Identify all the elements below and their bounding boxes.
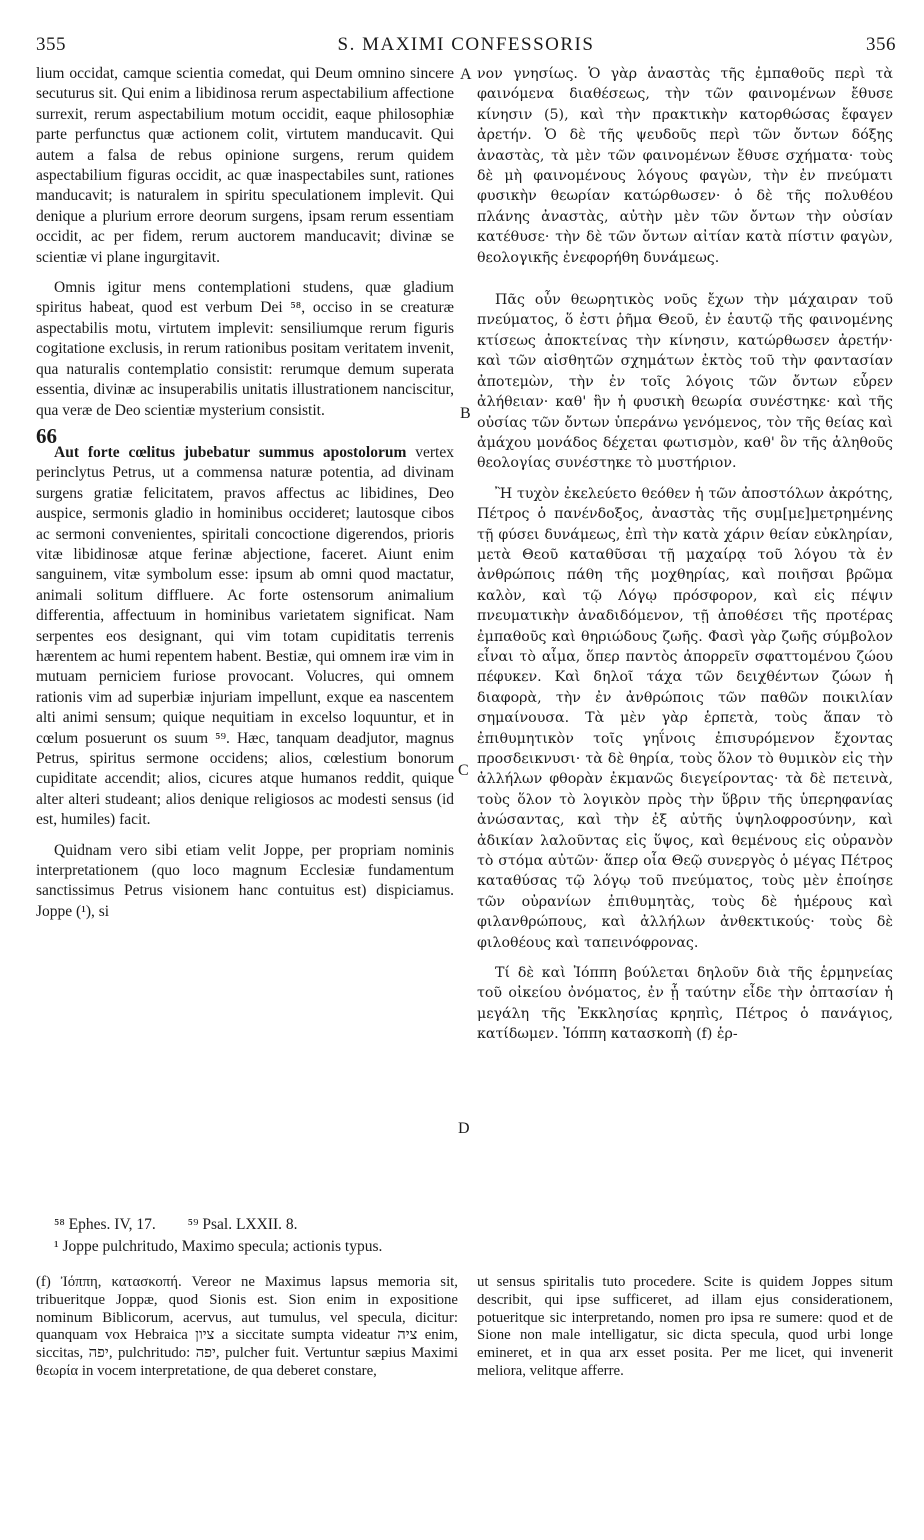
section-marker-d: D xyxy=(458,1120,470,1137)
footnote-58: ⁵⁸ Ephes. IV, 17. xyxy=(54,1216,156,1233)
greek-paragraph-3: Ἢ τυχὸν ἐκελεύετο θεόθεν ἡ τῶν ἀποστόλων ἀκρότης, Πέτρος ὁ πανένδοξος, ἀναστὰς τῆς συμ[με]μετρημένης τῇ φύσει δυνάμεως, ἐπὶ τὴν κατὰ χάριν θείαν εὐκληρίαν, μετὰ Θεοῦ καταθῦσαι τῇ μαχαίρᾳ τοῦ λόγου τὰ ἐν ἀνθρώποις πάθη τῆς μοχθηρίας, καὶ ποιῆσαι βρῶμα καλὸν, καὶ τῷ Λόγῳ πρόσφορον, καὶ εἰς πέψιν πνευματικὴν ἀναδιδόμενον, τῇ ἀποθέσει τῆς προτέρας ἐμπαθοῦς καὶ θηριώδους ζωῆς. Φασὶ γὰρ ζωῆς σύμβολον εἶναι τὸ αἷμα, ὅπερ παντὸς ἀπορρεῖν σφαττομένου ζώου πέφυκεν. Καὶ δηλοῖ τάχα τῶν δειχθέντων ζώων ἡ διαφορὰ, τὴν ἐν ἀνθρώποις τῶν παθῶν ποικιλίαν σημαίνουσα. Τὰ μὲν γὰρ ἑρπετὰ, τοὺς ἅπαν τὸ ἐπιθυμητικὸν τοῖς γηΐνοις ἐπισυρόμενον ἔχοντας προσδεικνυσι· τὰ δὲ θηρία, τοὺς ὅλον τὸ θυμικὸν εἰς τὴν ἀλλήλων φθορὰν ἐκμανῶς διεγείροντας· τὰ δὲ πετεινὰ, τοὺς ὅλον τὸ λογικὸν πρὸς τὴν ὕβριν τῆς ὑπερηφανίας ἀνώσαντας, καὶ τὴν ἐξ αὐτῆς ὑψηλοφροσύνην, καὶ ἀδικίαν λαλοῦντας εἰς ὕψος, καὶ θεμένους εἰς οὐρανὸν τὸ στόμα αὐτῶν· ἅπερ οἷα Θεῷ συνεργὸς ὁ μέγας Πέτρος καταθύσας τῷ λόγῳ τοῦ πνεύματος, τοὺς μὲν ἐποίησε τῶν οὐρανίων ἐπιθυμητὰς, τοὺς δὲ ἡμέρους καὶ φιλανθρώπους, καὶ ἀλλήλων ἀνθεκτικούς· τοὺς δὲ φιλοθέους καὶ ταπεινόφρονας. xyxy=(477,485,893,951)
greek-paragraph-4: Τί δὲ καὶ Ἰόππη βούλεται δηλοῦν διὰ τῆς ἑρμηνείας τοῦ οἰκείου ὀνόματος, ἐν ᾗ ταύτην εἶδε τὴν ὀπτασίαν ἡ μεγάλη τῆς Ἐκκλησίας κρηπὶς, Πέτρος ὁ πανάγιος, κατίδωμεν. Ἰόππη κατασκοπὴ (f) ἑρ- xyxy=(477,965,893,1043)
section-marker-b: B xyxy=(460,405,471,422)
section-marker-c: C xyxy=(458,762,469,779)
latin-paragraph-2: Omnis igitur mens contemplationi studens, quæ gladium spiritus habeat, quod est verbum Dei ⁵⁸, occiso in se creaturæ aspectabilis motu, virtutem implevit: sensiliumque rerum figuris cogitatione exclusis, in rerum rationibus positam veritatem invenit, qua naturalis contemplatio consistit: rerumque demum superata essentia, divinæ ac insuperabilis unitatis illustrationem nanciscitur, qua veræ de Deo scientiæ mysterium consistit. xyxy=(36,279,454,419)
scripture-footnotes xyxy=(54,1216,454,1234)
editor-note-right-text: ut sensus spiritalis tuto procedere. Scite is quidem Joppes situm describit, qui ipse sufficeret, ad illam ejus considerationem, potueritque sic interpretando, nomen pro ipsa re sumere: quod et de Sione non male intelligatur, sic dicta specula, quod urbi longe emineret, et in qua arx esset posita. Per me licet, qui invenerit meliora, velitque afferre. xyxy=(477,1274,893,1379)
margin-column-number: 66 xyxy=(36,424,57,448)
greek-column xyxy=(477,64,893,1055)
running-header xyxy=(36,34,896,60)
running-title: S. MAXIMI CONFESSORIS xyxy=(337,34,595,55)
section-marker-a: A xyxy=(460,66,472,83)
footnote-59: ⁵⁹ Psal. LXXII. 8. xyxy=(187,1216,298,1233)
greek-paragraph-2: Πᾶς οὖν θεωρητικὸς νοῦς ἔχων τὴν μάχαιραν τοῦ πνεύματος, ὅ ἐστι ῥῆμα Θεοῦ, ἐν ἑαυτῷ τῆς φαινομένης κτίσεως ἀποκτείνας τὴν κίνησιν, κατώρθωσεν ἀρετήν· καὶ τῶν αἰσθητῶν σχημάτων ἐκτὸς τοῦ τὴν φαντασίαν ἀποτεμὼν, τὴν ἐν τοῖς λόγοις τῶν ὄντων εὗρεν ἀλήθειαν· καθ' ἣν ἡ φυσικὴ θεωρία συνέστηκε· καὶ τῆς οὐσίας τῶν ὄντων ὑπεράνω γενόμενος, τὸν τῆς θείας καὶ ἀμάχου μονάδος δέχεται φωτισμὸν, καθ' ὃν τῆς ἀληθοῦς θεολογίας συνέστηκε τὸ μυστήριον. xyxy=(477,292,893,472)
page-number-left: 355 xyxy=(36,34,66,55)
latin-paragraph-3: Aut forte cœlitus jubebatur summus apostolorum vertex perinclytus Petrus, ut a commensa naturæ potentia, ad divinam surgens gratiæ felicitatem, pravos affectus ac libidines, Deo auspice, sermonis gladio in hominibus occideret; lautosque cibos ac sermoni convenientes, spiritali concoctione digerendos, prioris vitæ libidinosæ atque ferinæ abjectione, faceret. Aiunt enim sanguinem, vitæ symbolum esse: ipsum ab omni quod mactatur, animali solitum diffluere. Ac forte ostensorum animalium differentia, affectuum in hominibus varietatem significat. Nam serpentes eos designant, qui vim totam cupiditatis terrenis hærentem ac humi repentem habent. Bestiæ, qui omnem iræ vim in mutuam perniciem furiose provocant. Volucres, qui omnem rationis vim ad superbiæ injuriam impellunt, exque ea nascentem alti animi sensum; quique nequitiam in excelso loquuntur, et in cœlum posuerunt os suum ⁵⁹. Hæc, tanquam deadjutor, magnus Petrus, spiritus sermone occidens; alios, cœlestium bonorum cupiditate accendit; alios, cicures atque humanos reddit, quique alter alteri studeant; alios denique religiosos ac modesti sensus (id est, humiles) facit. xyxy=(36,443,454,829)
editor-note-left xyxy=(36,1274,458,1381)
editor-note-left-text: (f) Ἰόππη, κατασκοπή. Vereor ne Maximus lapsus memoria sit, tribueritque Joppæ, quod Sionis est. Sion enim in expositione nominum Biblicorum, acervus, aut tumulus, vel specula, dicitur: quanquam vox Hebraica ציון a siccitate sumpta videatur ציה enim, siccitas, יפה, pulchritudo: יפה, pulcher fuit. Vertuntur sæpius Maximi θεωρία in vocem interpretatione, de qua deberet constare, xyxy=(36,1274,458,1379)
latin-column xyxy=(36,64,454,932)
latin-paragraph-1: lium occidat, camque scientia comedat, qui Deum omnino sincere secuturus sit. Qui enim a libidinosa rerum aspectabilium affectione surrexit, rerum aspectabilium motum occidit, eaque philosophiæ parte perfunctus quæ actionem colit, virtutem manducavit. Qui autem a falsa de rebus opinione surgens, rerum quidem aspectabilium figuras occidit, ac quæ inaspectabiles sunt, rationes manducavit; is naturalem in spiritu speculationem implevit. Qui denique a plurium errore deorum surgens, ipsam rerum essentiam occidit, ac per fidem, rerum auctorem manducavit; divinæ se scientiæ vi plane ingurgitavit. xyxy=(36,65,454,266)
page-number-right: 356 xyxy=(866,34,896,55)
footnote-1: ¹ Joppe pulchritudo, Maximo specula; actionis typus. xyxy=(54,1238,383,1255)
latin-paragraph-3-lead: Aut forte cœlitus jubebatur summus apostolorum xyxy=(54,443,407,461)
greek-paragraph-1: νον γνησίως. Ὁ γὰρ ἀναστὰς τῆς ἐμπαθοῦς περὶ τὰ φαινόμενα διαθέσεως, τὴν τῶν φαινομένων ἔθυσε κίνησιν (5), καὶ τὴν πρακτικὴν κατορθώσας ἔφαγεν ἀρετήν. Ὁ δὲ τῆς ψευδοῦς περὶ τῶν ὄντων δόξης ἀναστὰς, τὰ μὲν τῶν φαινομένων ἔθυσε σχήματα· τοὺς δὲ μὴ φαινομένους λόγους φαγὼν, τὴν ἐν πνεύματι φυσικὴν θεωρίαν κατώρθωσεν· ὁ δὲ τῆς πολυθέου πλάνης ἀναστὰς, αὐτὴν μὲν τῶν ὄντων τὴν οὐσίαν κατέθυσε· τὴν δὲ τῶν ὄντων αἰτίαν κατὰ πίστιν φαγὼν, θεολογικῆς ἐνεφορήθη δυνάμεως. xyxy=(477,66,893,266)
editor-note-right xyxy=(477,1274,893,1381)
latin-paragraph-4: Quidnam vero sibi etiam velit Joppe, per propriam nominis interpretationem (quo loco magnum Ecclesiæ fundamentum sanctissimus Petrus visionem hanc contuitus est) dispiciamus. Joppe (¹), si xyxy=(36,841,454,920)
